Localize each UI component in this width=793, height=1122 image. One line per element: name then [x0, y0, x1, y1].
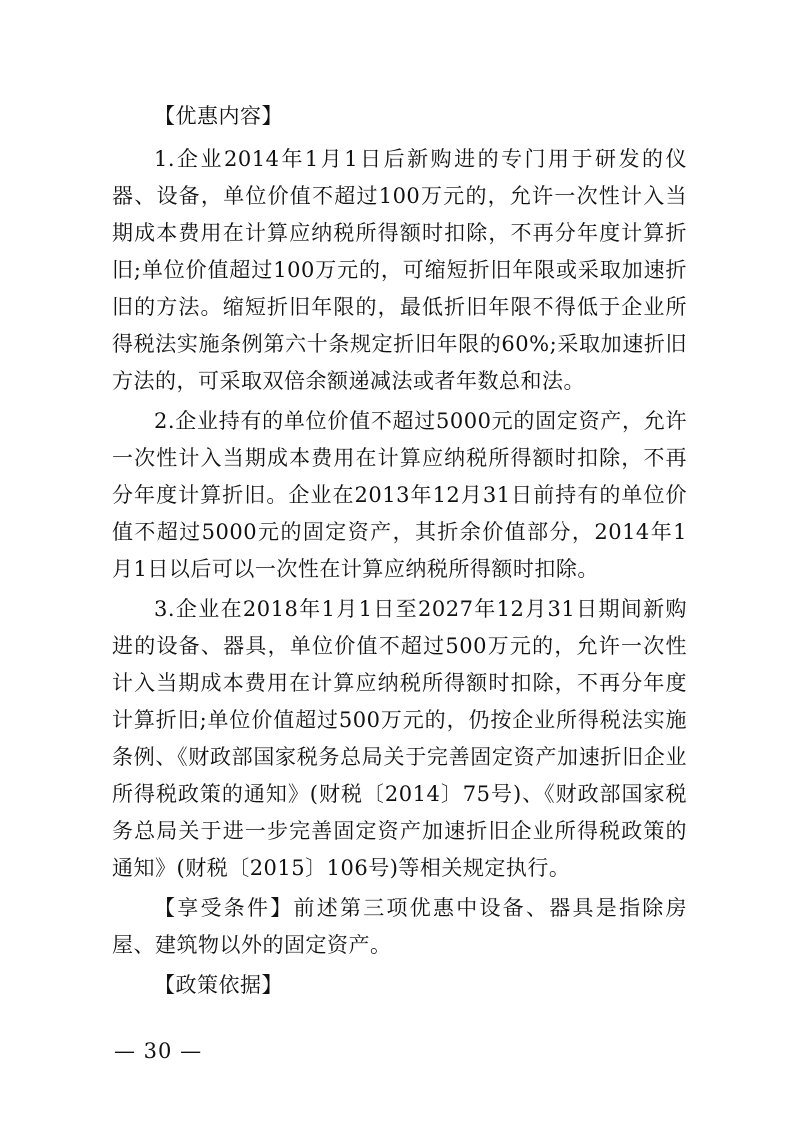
- policy-item-3: 3.企业在2018年1月1日至2027年12月31日期间新购进的设备、器具，单位价值不超过500万元的，允许一次性计入当期成本费用在计算应纳税所得额时扣除，不再分年度计算折旧;单位价值超过500万元的，仍按企业所得税法实施条例、《财政部国家税务总局关于完善固定资产加速折旧企业所得税政策的通知》(财税〔2014〕75号)、《财政部国家税务总局关于进一步完善固定资产加速折旧企业所得税政策的通知》(财税〔2015〕106号)等相关规定执行。: [112, 597, 687, 880]
- document-body: [112, 98, 687, 1004]
- section-heading-content: 【优惠内容】: [154, 104, 283, 128]
- policy-item-2: 2.企业持有的单位价值不超过5000元的固定资产，允许一次性计入当期成本费用在计算应纳税所得额时扣除，不再分年度计算折旧。企业在2013年12月31日前持有的单位价值不超过5000元的固定资产，其折余价值部分，2014年1月1日以后可以一次性在计算应纳税所得额时扣除。: [112, 409, 687, 581]
- page-number: — 30 —: [114, 1039, 203, 1063]
- eligibility-conditions: 【享受条件】前述第三项优惠中设备、器具是指除房屋、建筑物以外的固定资产。: [112, 896, 687, 957]
- policy-item-1: 1.企业2014年1月1日后新购进的专门用于研发的仪器、设备，单位价值不超过100万元的，允许一次性计入当期成本费用在计算应纳税所得额时扣除，不再分年度计算折旧;单位价值超过100万元的，可缩短折旧年限或采取加速折旧的方法。缩短折旧年限的，最低折旧年限不得低于企业所得税法实施条例第六十条规定折旧年限的60%;采取加速折旧方法的，可采取双倍余额递减法或者年数总和法。: [112, 147, 687, 393]
- section-heading-basis: 【政策依据】: [154, 973, 283, 997]
